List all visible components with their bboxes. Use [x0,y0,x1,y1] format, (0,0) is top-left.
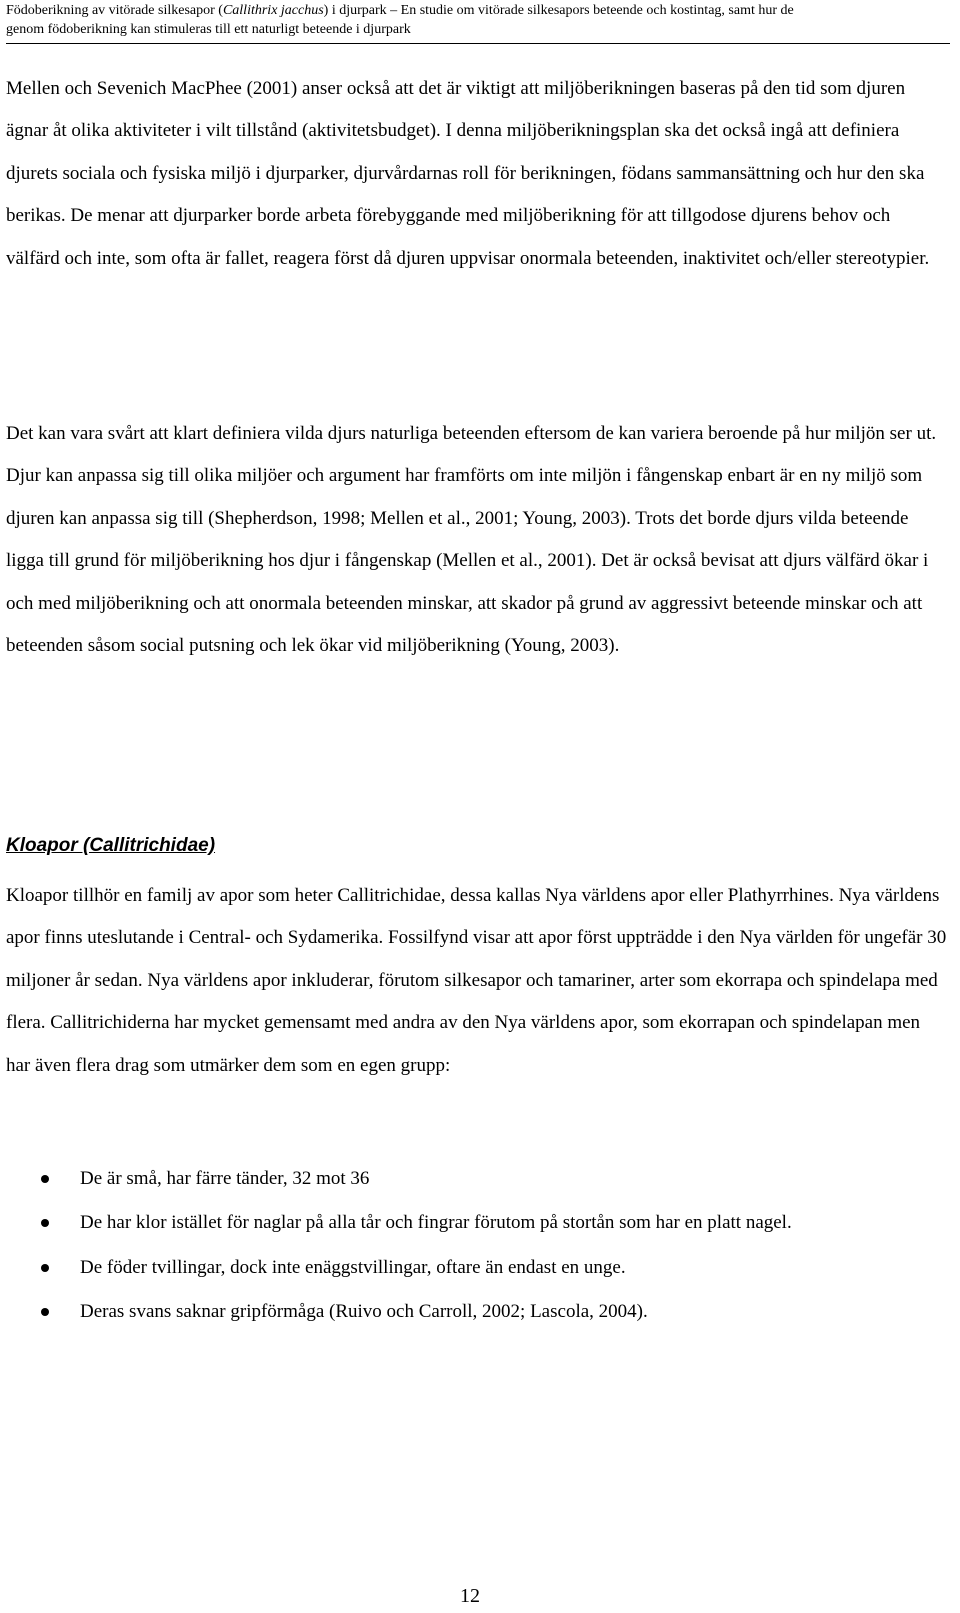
running-header-line-1 [6,1,950,20]
paragraph-natural-behaviour: Det kan vara svårt att klart definiera vilda djurs naturliga beteenden eftersom de kan variera beroende på hur miljön ser ut. Djur kan anpassa sig till olika miljöer och argument har framförts om inte miljön i fångenskap enbart är en ny miljö som djuren kan anpassa sig till (Shepherdson, 1998; Mellen et al., 2001; Young, 2003). Trots det borde djurs vilda beteende ligga till grund för miljöberikning hos djur i fångenskap (Mellen et al., 2001). Det är också bevisat att djurs välfärd ökar i och med miljöberikning och att onormala beteenden minskar, att skador på grund av aggressivt beteende minskar och att beteenden såsom social putsning och lek ökar vid miljöberikning (Young, 2003). [6,423,937,657]
list-item [0,1291,955,1333]
running-header-line-2: genom födoberikning kan stimuleras till ett naturligt beteende i djurpark [6,22,411,37]
paragraph-environmental-enrichment-plan: Mellen och Sevenich MacPhee (2001) anser också att det är viktigt att miljöberikningen baseras på den tid som djuren ägnar åt olika aktiviteter i vilt tillstånd (aktivitetsbudget). I denna miljöberikningsplan ska det också ingå att definiera djurets sociala och fysiska miljö i djurparker, djurvårdarnas roll för berikningen, födans sammansättning och hur den ska berikas. De menar att djurparker borde arbeta förebyggande med miljöberikning för att tillgodose djurens behov och välfärd och inte, som ofta är fallet, reagera först då djuren uppvisar onormala beteenden, inaktivitet och/eller stereotypier. [6,78,930,269]
running-header [6,1,950,44]
list-item [0,1202,955,1244]
traits-bullet-list [0,1158,955,1336]
paragraph-callitrichidae-intro: Kloapor tillhör en familj av apor som heter Callitrichidae, dessa kallas Nya världens apor eller Plathyrrhines. Nya världens apor finns uteslutande i Central- och Sydamerika. Fossilfynd visar att apor först uppträdde i den Nya världen för ungefär 30 miljoner år sedan. Nya världens apor inkluderar, förutom silkesapor och tamariner, arter som ekorrapa och spindelapa med flera. Callitrichiderna har mycket gemensamt med andra av den Nya världens apor, som ekorrapan och spindelapan men har även flera drag som utmärker dem som en egen grupp: [6,885,947,1076]
running-header-text-a: Födoberikning av vitörade silkesapor ( [6,3,223,18]
running-header-scientific-name: Callithrix jacchus [222,3,324,18]
list-item-text: Deras svans saknar gripförmåga (Ruivo och Carroll, 2002; Lascola, 2004). [80,1301,648,1323]
page-number: 12 [460,1585,480,1607]
list-item-text: De är små, har färre tänder, 32 mot 36 [80,1168,370,1189]
bullet-icon [41,1175,49,1183]
list-item-text: De har klor istället för naglar på alla tår och fingrar förutom på stortån som har en platt nagel. [80,1212,792,1234]
running-header-text-b: ) i djurpark – En studie om vitörade silkesapors beteende och kostintag, samt hur de [323,3,794,18]
list-item-text: De föder tvillingar, dock inte enäggstvillingar, oftare än endast en unge. [80,1256,626,1278]
list-item [0,1158,955,1200]
section-heading-callitrichidae: Kloapor (Callitrichidae) [6,835,216,856]
bullet-icon [41,1308,49,1316]
bullet-icon [41,1264,49,1272]
list-item [0,1247,955,1289]
bullet-icon [41,1219,49,1227]
